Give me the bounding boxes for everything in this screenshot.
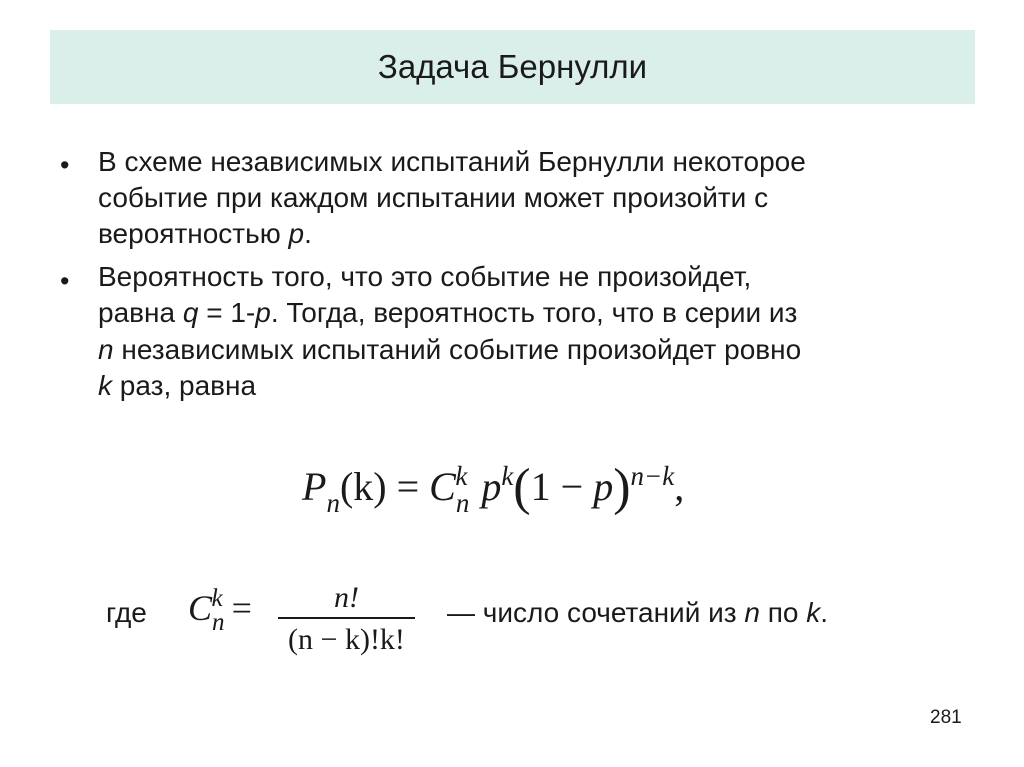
bernoulli-formula: $P_n(k) = C_n^k$ $p^k(1 - p)^{n-k}$,: [302, 459, 685, 518]
fraction-numerator: n!: [334, 581, 359, 614]
bullet-2-line-1: Вероятность того, что это событие не произойдет,: [98, 261, 752, 292]
bullet-marker-1: •: [60, 150, 70, 180]
bullet-1-line-2: событие при каждом испытании может произойти с: [98, 182, 769, 213]
combination-description: — число сочетаний из n по k.: [447, 597, 829, 628]
combination-fraction: [278, 583, 415, 655]
bullet-2-line-2: равна q = 1-p. Тогда, вероятность того, что в серии из: [98, 297, 798, 328]
bullet-marker-2: •: [60, 266, 70, 296]
where-word: где: [106, 597, 147, 628]
bullet-2-line-3: n независимых испытаний событие произойдет ровно: [98, 334, 802, 365]
bullet-1-line-3: вероятностью p.: [98, 218, 312, 249]
bullet-2-line-4: k раз, равна: [98, 370, 257, 401]
page-number: 281: [930, 707, 962, 728]
slide-title-bar: [50, 30, 975, 104]
fraction-denominator: (n − k)!k!: [288, 623, 405, 656]
slide-title: Задача Бернулли: [377, 48, 648, 85]
bullet-1-line-1: В схеме независимых испытаний Бернулли некоторое: [98, 146, 806, 177]
fraction-bar: [278, 617, 415, 619]
combination-symbol: $C_n^k$ =: [188, 585, 252, 636]
